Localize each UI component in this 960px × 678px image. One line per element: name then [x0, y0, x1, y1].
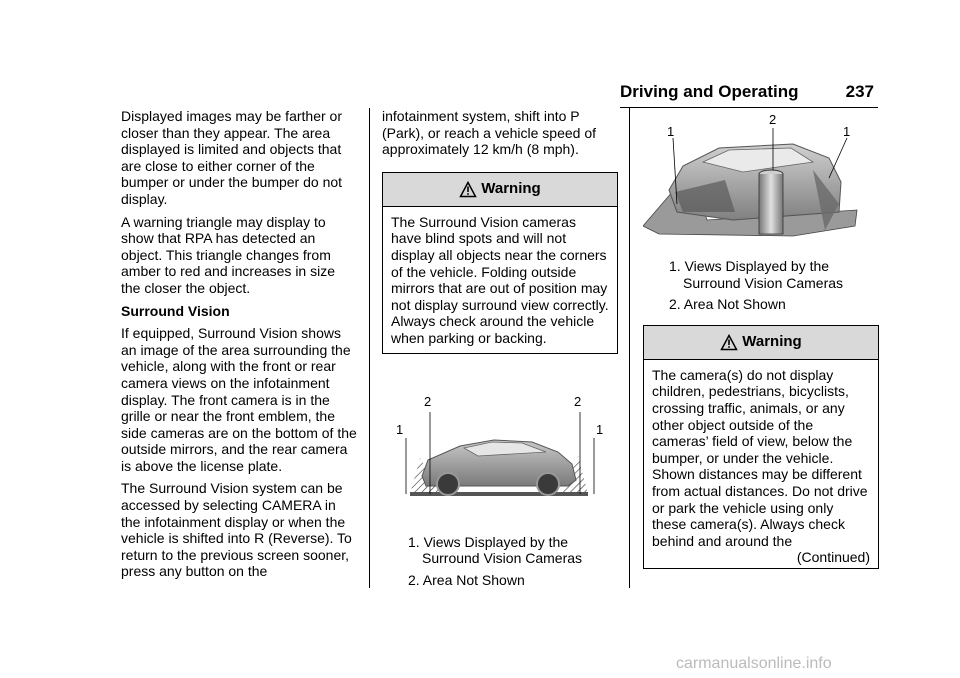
paragraph: Displayed images may be farther or closer than they appear. The area displayed is limited and objects that are close to either corner of the bumper or under the bumper do not display. [121, 108, 343, 207]
callout-item: 1. Views Displayed by the Surround Vision Cameras [408, 533, 583, 567]
figure-label: 2 [769, 112, 777, 127]
column-2 [382, 108, 618, 593]
callout-list [382, 534, 618, 589]
paragraph: infotainment system, shift into P (Park), or reach a vehicle speed of approximately 12 km/h (8 mph). [382, 108, 596, 158]
figure-side-view [382, 376, 618, 516]
figure-label: 1 [667, 124, 675, 139]
wheel-icon [437, 473, 459, 495]
continued-label: (Continued) [796, 549, 870, 566]
ground-line [410, 492, 588, 496]
page-header [620, 80, 878, 106]
section-title: Driving and Operating [620, 82, 799, 101]
warning-text: The Surround Vision cameras have blind spots and will not display all objects near the corners of the vehicle. Folding outside mirrors that are out of position may not display surround view correctly. Always check around the vehicle when parking or backing. [391, 213, 609, 346]
page-number: 237 [845, 82, 874, 101]
section-heading: Surround Vision [121, 302, 230, 319]
blind-area-cylinder [759, 174, 783, 234]
warning-triangle-icon [720, 334, 738, 351]
figure-label: 1 [396, 421, 404, 437]
warning-box [382, 172, 618, 354]
warning-text: The camera(s) do not display children, pedestrians, bicyclists, crossing traffic, animals, or any other object outside of the cameras’ field of view, below the bumper, or under the vehicle. Shown distances may be different from actual distances. Do not drive or park the vehicle using only these camera(s). Always check behind and around the [652, 366, 868, 549]
callout-item: 2. Area Not Shown [408, 571, 525, 588]
figure-label: 1 [596, 421, 604, 437]
warning-header [644, 326, 878, 360]
warning-body [644, 360, 878, 568]
figure-label: 2 [574, 393, 582, 409]
paragraph: The Surround Vision system can be accessed by selecting CAMERA in the infotainment display or when the vehicle is shifted into R (Reverse). To return to the previous screen sooner, press any button on the [121, 480, 352, 580]
front-view-illustration [643, 108, 879, 246]
watermark: carmanualsonline.info [676, 655, 832, 672]
side-view-illustration [382, 376, 618, 516]
paragraph: If equipped, Surround Vision shows an image of the area surrounding the vehicle, along with the front or rear camera views on the infotainment display. The front camera is in the grille or near the front emblem, the side cameras are on the bottom of the outside mirrors, and the rear camera is above the license plate. [121, 325, 357, 474]
figure-label: 2 [424, 393, 432, 409]
warning-title: Warning [481, 179, 541, 197]
figure-front-view [643, 108, 879, 246]
column-divider [369, 108, 370, 588]
warning-header [383, 173, 617, 207]
callout-item: 1. Views Displayed by the Surround Vision Cameras [669, 258, 844, 291]
wheel-icon [537, 473, 559, 495]
callout-list [643, 258, 879, 313]
column-divider [629, 108, 630, 588]
warning-box [643, 325, 879, 569]
warning-triangle-icon [459, 181, 477, 198]
warning-body [383, 207, 617, 353]
figure-label: 1 [843, 124, 851, 139]
callout-item: 2. Area Not Shown [669, 296, 786, 313]
column-3 [643, 108, 879, 569]
paragraph: A warning triangle may display to show that RPA has detected an object. This triangle changes from amber to red and increases in size the closer the object. [121, 213, 335, 296]
column-1 [121, 108, 357, 586]
warning-title: Warning [742, 332, 802, 350]
